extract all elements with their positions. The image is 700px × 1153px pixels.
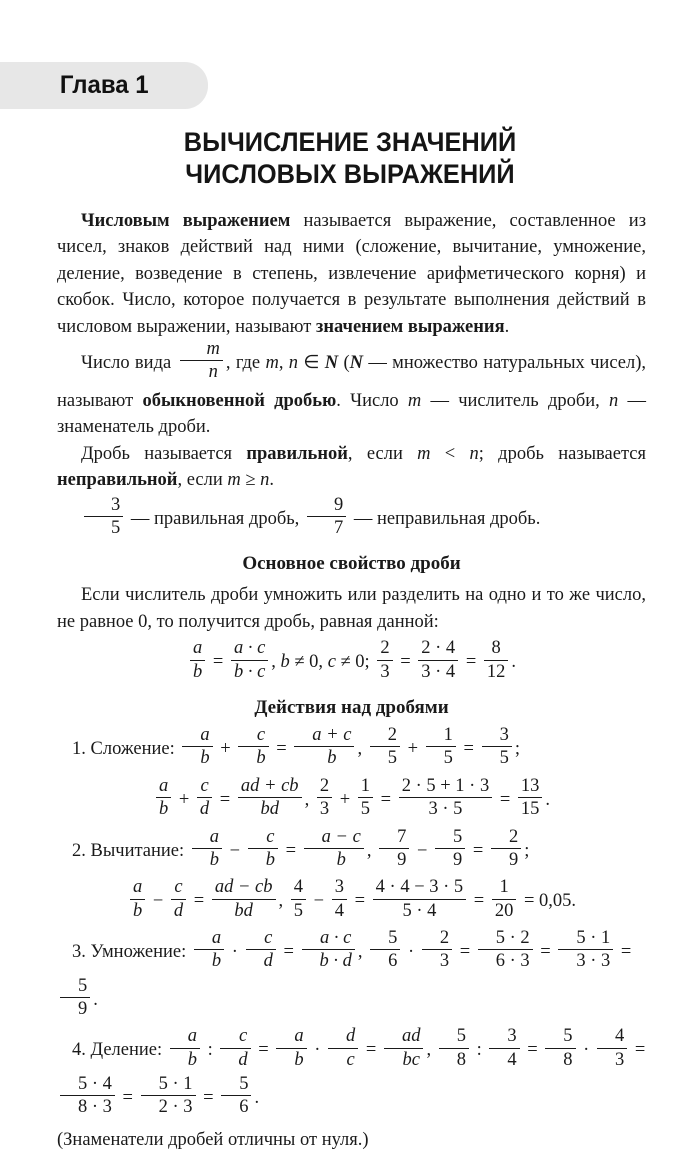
- fraction: $\frac{5}{9}$: [435, 827, 465, 871]
- fraction: $\frac{3}{4}$: [489, 1026, 519, 1070]
- fraction: $\frac{3}{5}$: [482, 725, 512, 769]
- fraction: $\frac{5}{9}$: [60, 976, 90, 1020]
- fraction: $\frac{c}{d}$: [197, 776, 212, 820]
- section-heading-fraction-property: Основное свойство дроби: [242, 553, 461, 575]
- fraction-examples-line: $\frac{3}{5}$ — правильная дробь, $\frac{9}{7}$ — неправильная дробь.: [57, 496, 646, 544]
- fraction: $\frac{a}{b}$: [130, 877, 145, 921]
- fraction: $\frac{4}{3}$: [597, 1026, 627, 1070]
- page-body: [57, 208, 646, 1153]
- fraction: $\frac{2}{5}$: [370, 725, 400, 769]
- fraction: $\frac{5 \cdot 2}{6 \cdot 3}$: [478, 928, 533, 972]
- fraction: $\frac{c}{d}$: [220, 1026, 250, 1070]
- fraction: $\frac{5 \cdot 1}{2 \cdot 3}$: [141, 1074, 196, 1118]
- fraction: $\frac{1}{5}$: [358, 776, 373, 820]
- chapter-tab: [0, 62, 208, 109]
- fraction: $\frac{a}{b}$: [190, 638, 205, 682]
- fraction-property-formula: $\frac{a}{b}$ = $\frac{a \cdot c}{b \cdot c}$ , b ≠ 0, c ≠ 0; $\frac{2}{3}$ = $\frac{2 \cdot 4}{3 \cdot 4}$ = $\frac{8}{12}$ .: [57, 639, 646, 687]
- fraction: $\frac{5}{6}$: [370, 928, 400, 972]
- fraction: $\frac{ad + cb}{bd}$: [238, 776, 302, 820]
- fraction: $\frac{13}{15}$: [518, 776, 543, 820]
- fraction: $\frac{c}{d}$: [246, 928, 276, 972]
- fraction: $\frac{a - c}{b}$: [304, 827, 364, 871]
- fraction: $\frac{5}{8}$: [545, 1026, 575, 1070]
- subtraction-rule-line1: 2. Вычитание: $\frac{a}{b}$ − $\frac{c}{b}$ = $\frac{a - c}{b}$ , $\frac{7}{9}$ − $\frac{5}{9}$ = $\frac{2}{9}$ ;: [72, 826, 530, 870]
- section-heading-operations: Действия над дробями: [254, 696, 449, 718]
- fraction: $\frac{ad}{bc}$: [384, 1026, 424, 1070]
- fraction: $\frac{a}{b}$: [170, 1026, 200, 1070]
- fraction: $\frac{2}{3}$: [422, 928, 452, 972]
- fraction-property-paragraph: Если числитель дроби умножить или разделить на одно и то же число, не равное 0, то получится дробь, равная данной:: [57, 585, 646, 632]
- fraction-definition-paragraph: Число вида $\frac{m}{n}$ , где m, n ∈ N (N — множество натуральных чисел), называют обыкновенной дробью. Число m — числитель дроби, n — знаменатель дроби.: [57, 339, 646, 438]
- fraction: $\frac{ad - cb}{bd}$: [212, 877, 276, 921]
- fraction: $\frac{8}{12}$: [484, 638, 509, 682]
- addition-rule-line1: 1. Сложение: $\frac{a}{b}$ + $\frac{c}{b}$ = $\frac{a + c}{b}$ , $\frac{2}{5}$ + $\frac{1}{5}$ = $\frac{3}{5}$ ;: [72, 725, 520, 769]
- fraction: $\frac{2 \cdot 4}{3 \cdot 4}$: [418, 638, 458, 682]
- fraction: $\frac{4 \cdot 4 - 3 \cdot 5}{5 \cdot 4}$: [373, 877, 467, 921]
- fraction: $\frac{2 \cdot 5 + 1 \cdot 3}{3 \cdot 5}$: [399, 776, 493, 820]
- fraction: $\frac{3}{4}$: [332, 877, 347, 921]
- fraction: $\frac{a}{b}$: [156, 776, 171, 820]
- fraction: $\frac{c}{b}$: [248, 827, 278, 871]
- fraction: $\frac{d}{c}$: [328, 1026, 358, 1070]
- fraction: $\frac{2}{3}$: [317, 776, 332, 820]
- proper-improper-paragraph: Дробь называется правильной, если m < n; дробь называется неправильной, если m ≥ n.: [57, 443, 647, 491]
- fraction: $\frac{2}{9}$: [491, 827, 521, 871]
- fraction: $\frac{5 \cdot 4}{8 \cdot 3}$: [60, 1074, 115, 1118]
- fraction: $\frac{9}{7}$: [307, 495, 346, 539]
- fraction: $\frac{a + c}{b}$: [294, 725, 354, 769]
- denominators-note: (Знаменатели дробей отличны от нуля.): [57, 1129, 369, 1150]
- subtraction-rule-line2: $\frac{a}{b}$ − $\frac{c}{d}$ = $\frac{ad - cb}{bd}$ , $\frac{4}{5}$ − $\frac{3}{4}$ = $\frac{4 \cdot 4 - 3 \cdot 5}{5 \cdot 4}$ = $\frac{1}{20}$ = 0,05.: [57, 878, 646, 926]
- fraction: $\frac{3}{5}$: [84, 495, 123, 539]
- fraction: $\frac{5}{6}$: [221, 1074, 251, 1118]
- fraction: $\frac{4}{5}$: [291, 877, 306, 921]
- intro-paragraph: Числовым выражением называется выражение, составленное из чисел, знаков действий над ними (сложение, вычитание, умножение, деление, возведение в степень, извлечение арифметического корня) и скобок. Число, которое получается в результате выполнения действий в числовом выражении, называют значением выражения.: [57, 210, 647, 337]
- addition-rule-line2: $\frac{a}{b}$ + $\frac{c}{d}$ = $\frac{ad + cb}{bd}$ , $\frac{2}{3}$ + $\frac{1}{5}$ = $\frac{2 \cdot 5 + 1 \cdot 3}{3 \cdot 5}$ = $\frac{13}{15}$ .: [57, 777, 646, 825]
- division-rule: 4. Деление: $\frac{a}{b}$ : $\frac{c}{d}$ = $\frac{a}{b}$ · $\frac{d}{c}$ = $\frac{ad}{bc}$ , $\frac{5}{8}$ : $\frac{3}{4}$ = $\frac{5}{8}$ · $\frac{4}{3}$ = $\frac{5 \cdot 4}{8 \cdot 3}$ = $\frac{5 \cdot 1}{2 \cdot 3}$ = $\frac{5}{6}$ .: [57, 1027, 646, 1122]
- fraction: $\frac{a}{b}$: [276, 1026, 306, 1070]
- page-title-line1: ВЫЧИСЛЕНИЕ ЗНАЧЕНИЙ: [183, 127, 517, 157]
- fraction: $\frac{5}{8}$: [439, 1026, 469, 1070]
- fraction: $\frac{c}{d}$: [171, 877, 186, 921]
- fraction: $\frac{a}{b}$: [182, 725, 212, 769]
- fraction: $\frac{a \cdot c}{b \cdot c}$: [231, 638, 268, 682]
- fraction: $\frac{a \cdot c}{b \cdot d}$: [302, 928, 355, 972]
- fraction: $\frac{a}{b}$: [194, 928, 224, 972]
- fraction: $\frac{m}{n}$: [180, 339, 223, 383]
- multiplication-rule: 3. Умножение: $\frac{a}{b}$ · $\frac{c}{d}$ = $\frac{a \cdot c}{b \cdot d}$ , $\frac{5}{6}$ · $\frac{2}{3}$ = $\frac{5 \cdot 2}{6 \cdot 3}$ = $\frac{5 \cdot 1}{3 \cdot 3}$ = $\frac{5}{9}$ .: [57, 929, 646, 1024]
- chapter-tab-label: Глава 1: [59, 71, 149, 99]
- fraction: $\frac{1}{5}$: [426, 725, 456, 769]
- fraction: $\frac{1}{20}$: [492, 877, 517, 921]
- page-title-line2: ЧИСЛОВЫХ ВЫРАЖЕНИЙ: [185, 159, 515, 190]
- fraction: $\frac{a}{b}$: [192, 827, 222, 871]
- fraction: $\frac{5 \cdot 1}{3 \cdot 3}$: [558, 928, 613, 972]
- fraction: $\frac{2}{3}$: [377, 638, 392, 682]
- fraction: $\frac{7}{9}$: [379, 827, 409, 871]
- fraction: $\frac{c}{b}$: [238, 725, 268, 769]
